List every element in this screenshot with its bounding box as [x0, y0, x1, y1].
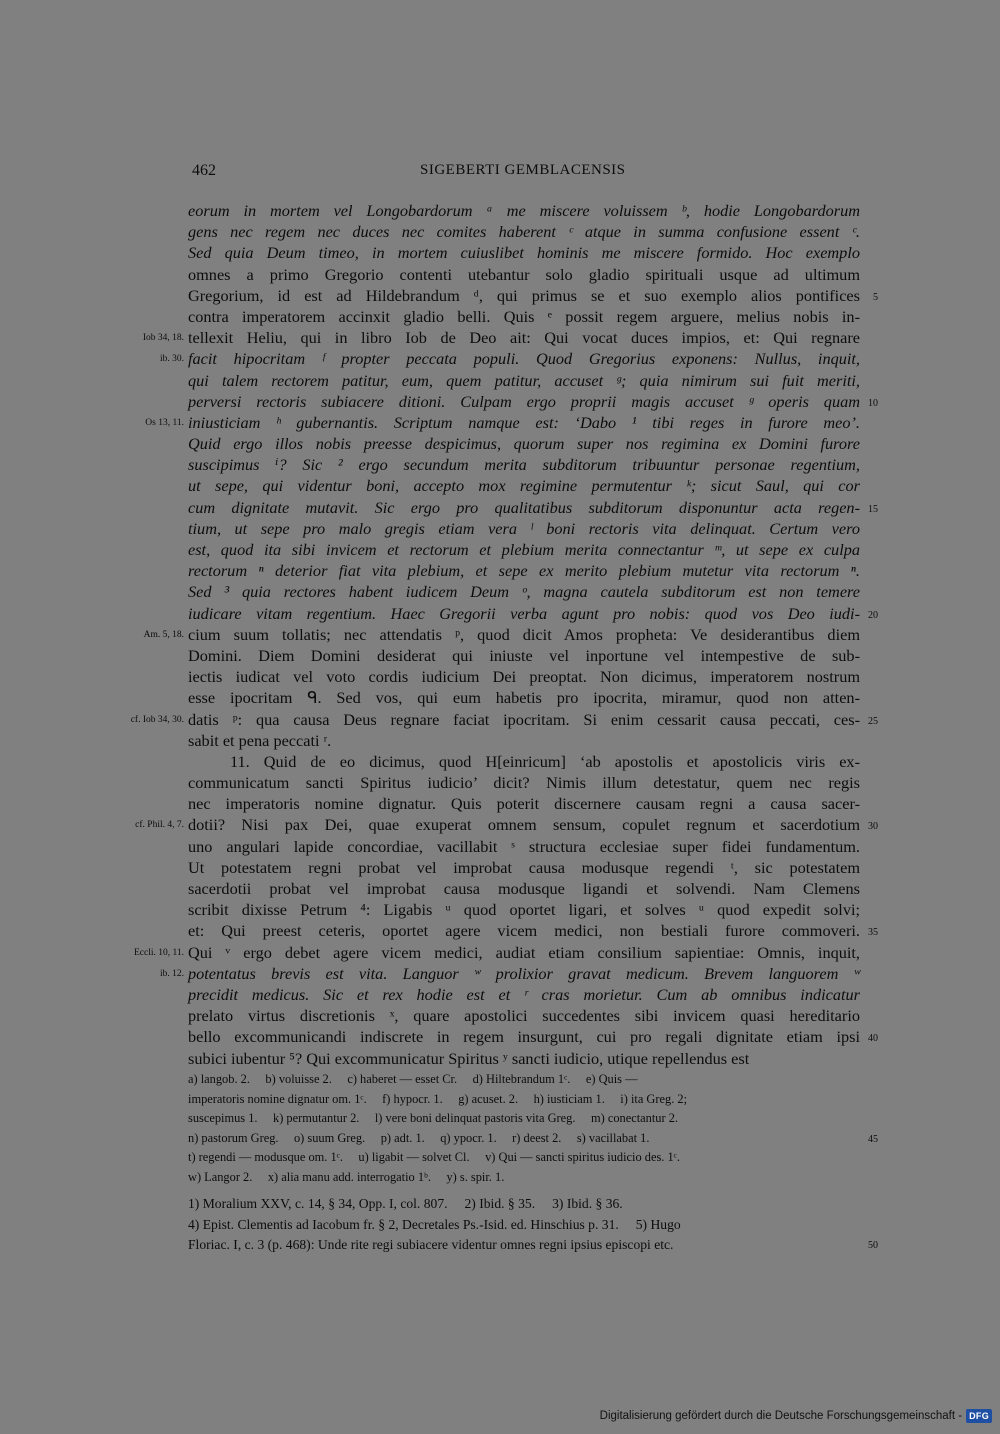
line-text: iniusticiam ʰ gubernantis. Scriptum namque est: ‘Dabo ¹ tibi reges in furore meo’.	[188, 412, 860, 432]
line-text: tellexit Heliu, qui in libro Iob de Deo ait: Qui vocat duces impios, et: Qui regnare	[188, 328, 860, 348]
line-text: ut sepe, qui videntur boni, accepto mox regimine permutentur ᵏ; sicut Saul, qui cor	[188, 476, 860, 496]
text-line	[0, 857, 1000, 878]
line-text: Ut potestatem regni probat vel improbat causa modusque regendi ᵗ, sic potestatem	[188, 857, 860, 877]
text-line	[0, 709, 1000, 730]
line-text: rectorum ⁿ deterior fiat vita plebium, et sepe ex merito plebium mutetur vita rectorum ⁿ.	[188, 561, 860, 581]
text-line	[0, 793, 1000, 814]
line-text: facit hipocritam ᶠ propter peccata populi. Quod Gregorius exponens: Nullus, inquit,	[188, 349, 860, 369]
text-line	[0, 306, 1000, 327]
line-text: prelato virtus discretionis ˣ, quare apostolici succedentes sibi invicem quasi hereditario	[188, 1006, 860, 1026]
page-header	[192, 162, 872, 184]
margin-reference: Os 13, 11.	[145, 417, 184, 428]
apparatus-text: a) langob. 2. b) voluisse 2. c) haberet — esset Cr. d) Hiltebrandum 1ᶜ. e) Quis —	[188, 1072, 638, 1086]
line-text: perversi rectoris subiacere ditioni. Culpam ergo proprii magis accuset ᵍ operis quam	[188, 391, 860, 411]
line-text: Quid ergo illos nobis preesse despicimus, quorum super nos regimina ex Domini furore	[188, 434, 860, 454]
line-number: 10	[868, 397, 878, 409]
line-text: subici iubentur ⁵? Qui excommunicatur Spiritus ʸ sancti iudicio, utique repellendus est	[188, 1048, 750, 1068]
text-line	[0, 391, 1000, 412]
margin-reference: ib. 12.	[159, 968, 184, 979]
text-line	[0, 454, 1000, 475]
line-text: iectis iudicat vel voto cordis iudicium Dei preoptat. Non dicimus, imperatorem nostrum	[188, 667, 860, 687]
margin-reference: Iob 34, 18.	[142, 333, 184, 344]
text-line	[0, 518, 1000, 539]
line-text: precidit medicus. Sic et rex hodie est et ʳ cras morietur. Cum ab omnibus indicatur	[188, 984, 860, 1004]
text-line	[0, 348, 1000, 369]
line-text: est, quod ita sibi invicem et rectorum et plebium merita connectantur ᵐ, ut sepe ex culpa	[188, 540, 860, 559]
line-text: tium, ut sepe pro malo gregis etiam vera ˡ boni rectoris vita delinquat. Certum vero	[188, 518, 860, 538]
text-line	[0, 645, 1000, 666]
apparatus-line	[188, 1168, 860, 1188]
main-text	[0, 200, 1000, 1069]
apparatus-text: n) pastorum Greg. o) suum Greg. p) adt. 1. q) ypocr. 1. r) deest 2. s) vacillabat 1.	[188, 1130, 650, 1145]
text-line	[0, 264, 1000, 285]
apparatus-line	[188, 1109, 860, 1129]
text-line	[0, 984, 1000, 1005]
line-number: 50	[868, 1240, 878, 1251]
margin-reference: cf. Iob 34, 30.	[130, 714, 184, 725]
text-line	[0, 899, 1000, 920]
line-text: Sed quia Deum timeo, in mortem cuiuslibet hominis me miscere formido. Hoc exemplo	[188, 243, 860, 263]
line-text: scribit dixisse Petrum ⁴: Ligabis ᵘ quod oportet ligari, et solves ᵘ quod expedit solvi;	[188, 900, 860, 920]
line-number: 20	[868, 609, 878, 621]
line-text: Domini. Diem Domini desiderat qui iniuste vel inportune vel intempestive de sub-	[188, 645, 860, 665]
text-line	[0, 475, 1000, 496]
text-line	[0, 285, 1000, 306]
page-number: 462	[192, 162, 216, 179]
text-line	[0, 624, 1000, 645]
footnotes	[188, 1194, 878, 1256]
line-text: Sed ³ quia rectores habent iudicem Deum ᵒ, magna cautela subditorum est non temere	[188, 582, 860, 602]
margin-reference: Am. 5, 18.	[143, 629, 184, 640]
line-text: sacerdotii probat vel improbat causa modusque ligandi et solvendi. Nam Clemens	[188, 879, 860, 898]
dfg-logo-icon[interactable]: DFG	[966, 1409, 992, 1423]
text-line	[0, 327, 1000, 348]
footnote-line	[188, 1194, 860, 1215]
line-text: contra imperatorem accinxit gladio belli. Quis ᵉ possit regem arguere, melius nobis in-	[188, 306, 860, 326]
line-number: 45	[868, 1133, 878, 1145]
apparatus-text: w) Langor 2. x) alia manu add. interrogatio 1ᵇ. y) s. spir. 1.	[188, 1169, 505, 1184]
line-number: 5	[873, 291, 878, 303]
line-text: cum dignitate mutavit. Sic ergo pro qualitatibus subditorum disponuntur acta regen-	[188, 497, 860, 517]
line-text: dotii? Nisi pax Dei, quae exuperat omnem sensum, copulet regnum et sacerdotium	[188, 815, 860, 835]
line-number: 40	[868, 1033, 878, 1045]
text-line	[0, 412, 1000, 433]
apparatus-text: imperatoris nomine dignatur om. 1ᶜ. f) hypocr. 1. g) acuset. 2. h) iusticiam 1. i) ita Greg. 2;	[188, 1091, 688, 1106]
line-text: datis ᵖ: qua causa Deus regnare faciat ipocritam. Si enim cessarit causa peccati, ces-	[188, 709, 860, 729]
text-line	[0, 751, 1000, 772]
text-line	[0, 1026, 1000, 1047]
footnote-text: Floriac. I, c. 3 (p. 468): Unde rite regi subiacere videntur omnes regni ipsius episcopi etc.	[188, 1237, 674, 1252]
line-text: suscipimus ⁱ? Sic ² ergo secundum merita subditorum tribuuntur personae regentium,	[188, 455, 860, 475]
line-number: 35	[868, 927, 878, 939]
text-line	[0, 836, 1000, 857]
footnote-text: 1) Moralium XXV, c. 14, § 34, Opp. I, col. 807. 2) Ibid. § 35. 3) Ibid. § 36.	[188, 1196, 623, 1211]
text-line	[0, 942, 1000, 963]
text-line	[0, 200, 1000, 221]
footnote-text: 4) Epist. Clementis ad Iacobum fr. § 2, Decretales Ps.-Isid. ed. Hinschius p. 31. 5) Hugo	[188, 1216, 681, 1232]
line-text: sabit et pena peccati ʳ.	[188, 730, 332, 750]
line-number: 30	[868, 821, 878, 833]
text-line	[0, 772, 1000, 793]
critical-apparatus	[188, 1070, 878, 1187]
apparatus-text: suscepimus 1. k) permutantur 2. l) vere boni delinquat pastoris vita Greg. m) conectantur 2.	[188, 1111, 678, 1125]
text-line	[0, 878, 1000, 899]
line-text: gens nec regem nec duces nec comites haberent ᶜ atque in summa confusione essent ᶜ.	[188, 222, 860, 242]
margin-reference: ib. 30.	[159, 354, 184, 365]
line-text: Qui ᵛ ergo debet agere vicem medici, audiat etiam consilium sapientiae: Omnis, inquit,	[188, 942, 860, 962]
text-line	[0, 687, 1000, 708]
apparatus-line	[188, 1070, 860, 1090]
text-line	[0, 560, 1000, 581]
apparatus-line	[188, 1129, 878, 1149]
line-text: omnes a primo Gregorio contenti utebantur solo gladio spirituali usque ad ultimum	[188, 264, 860, 284]
line-text: communicatum sancti Spiritus iudicio’ dicit? Nimis illum detestatur, quem nec regis	[188, 773, 860, 793]
line-text: cium suum tollatis; nec attendatis ᵖ, quod dicit Amos propheta: Ve desiderantibus diem	[188, 624, 860, 644]
line-number: 25	[868, 715, 878, 727]
line-text: iudicare vitam regentium. Haec Gregorii verba agunt pro nobis: quod vos Deo iudi-	[188, 603, 860, 623]
text-line	[0, 920, 1000, 941]
text-line	[0, 433, 1000, 454]
line-text: eorum in mortem vel Longobardorum ᵃ me miscere voluissem ᵇ, hodie Longobardorum	[188, 201, 860, 220]
line-text: qui talem rectorem patitur, eum, quem patitur, accuset ᵍ; quia nimirum sui fuit meriti,	[188, 370, 860, 390]
running-title: SIGEBERTI GEMBLACENSIS	[420, 162, 626, 178]
footnote-line	[188, 1215, 860, 1236]
margin-reference: cf. Phil. 4, 7.	[135, 820, 184, 831]
line-number: 15	[868, 503, 878, 515]
text-line	[0, 1048, 1000, 1069]
line-text: uno angulari lapide concordiae, vacillabit ˢ structura ecclesiae super fidei fundamentum.	[188, 836, 860, 856]
funding-notice-text: Digitalisierung gefördert durch die Deutsche Forschungsgemeinschaft -	[599, 1410, 963, 1422]
text-line	[0, 603, 1000, 624]
footnote-line	[188, 1235, 878, 1256]
line-text: 11. Quid de eo dicimus, quod H[einricum] ‘ab apostolis et apostolicis viris ex-	[230, 751, 860, 771]
text-line	[0, 963, 1000, 984]
apparatus-text: t) regendi — modusque om. 1ᶜ. u) ligabit — solvet Cl. v) Qui — sancti spiritus iudicio des. 1ᶜ.	[188, 1150, 680, 1164]
text-line	[0, 539, 1000, 560]
line-text: bello excommunicandi indiscrete in regem insurgunt, cui pro regali dignitate etiam ipsi	[188, 1027, 860, 1047]
line-text: et: Qui preest ceteris, oportet agere vicem medici, non bestiali furore commoveri.	[188, 921, 860, 941]
text-line	[0, 730, 1000, 751]
apparatus-line	[188, 1148, 860, 1168]
line-text: nec imperatoris nomine dignatur. Quis poterit discernere causam regni a causa sacer-	[188, 794, 860, 814]
text-line	[0, 581, 1000, 602]
funding-notice	[600, 1406, 992, 1426]
text-line	[0, 221, 1000, 242]
text-line	[0, 814, 1000, 835]
text-line	[0, 497, 1000, 518]
apparatus-line	[188, 1090, 860, 1110]
text-line	[0, 1005, 1000, 1026]
text-line	[0, 666, 1000, 687]
line-text: Gregorium, id est ad Hildebrandum ᵈ, qui primus se et suo exemplo alios pontifices	[188, 285, 860, 305]
line-text: esse ipocritam ᑫ. Sed vos, qui eum habetis pro ipocrita, miramur, quod non atten-	[188, 688, 860, 708]
margin-reference: Eccli. 10, 11.	[133, 947, 184, 958]
text-line	[0, 370, 1000, 391]
text-line	[0, 242, 1000, 263]
line-text: potentatus brevis est vita. Languor ʷ prolixior gravat medicum. Brevem languorem ʷ	[188, 963, 860, 983]
